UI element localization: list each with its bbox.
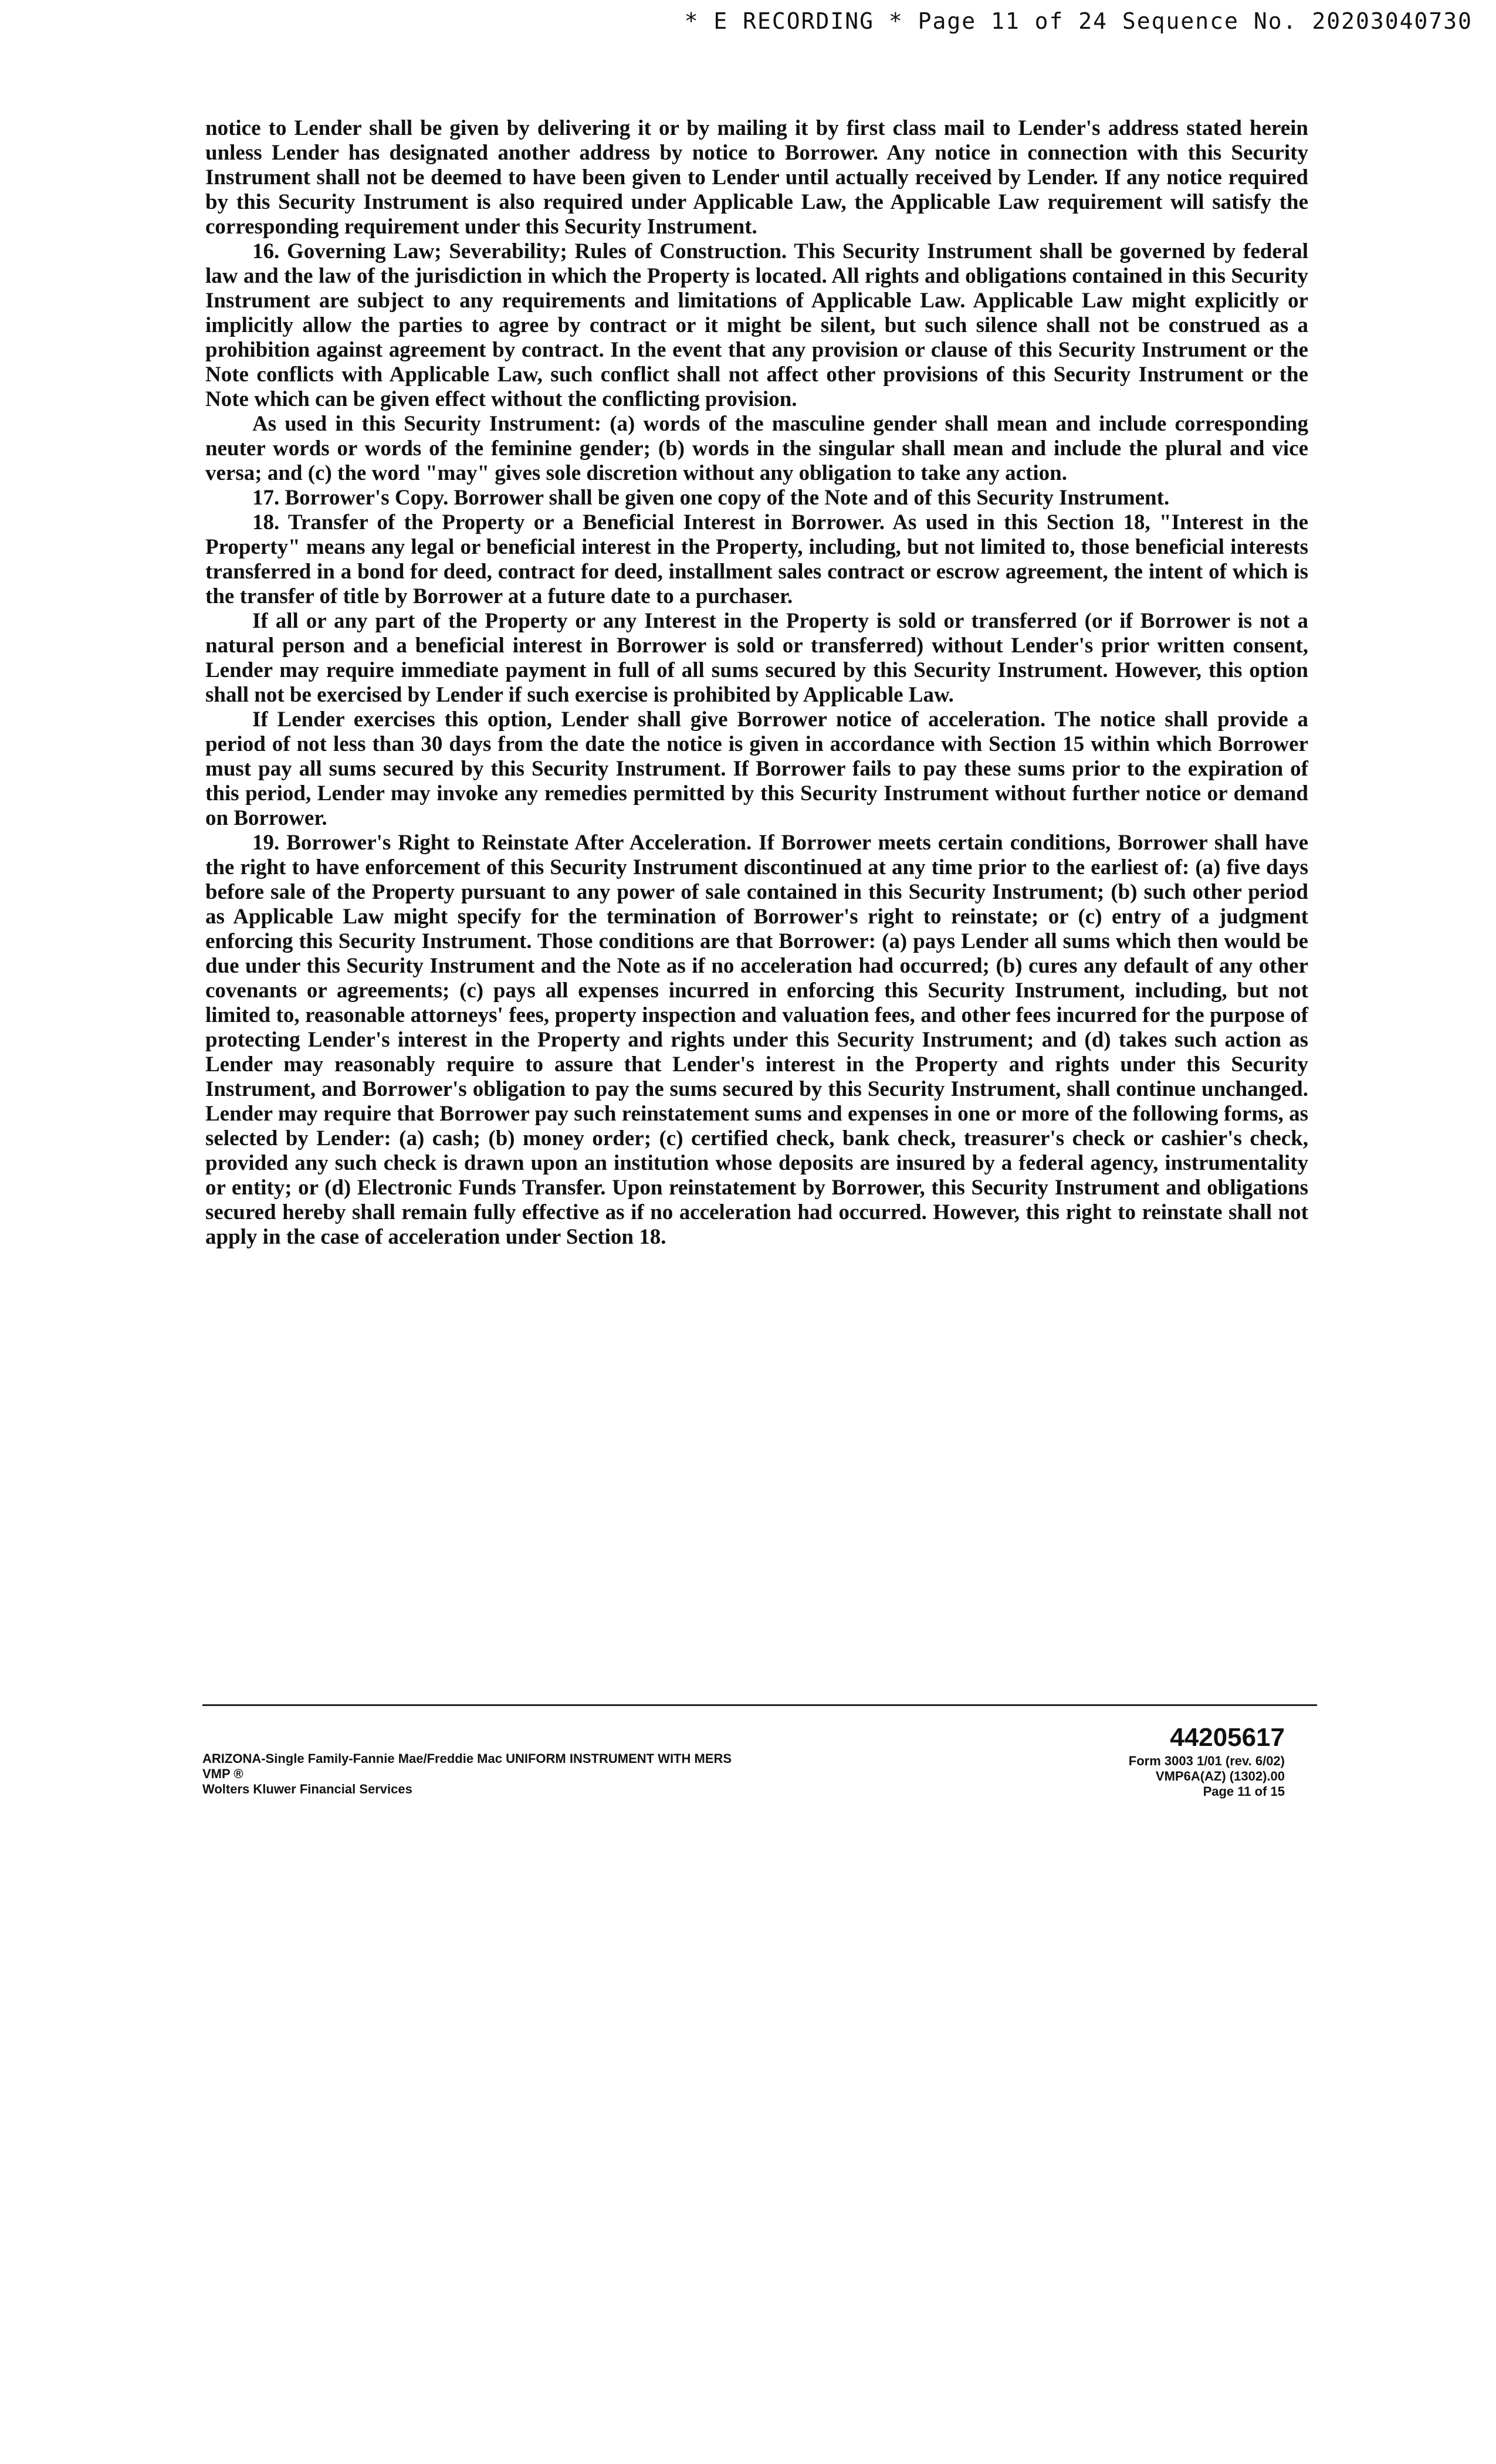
paragraph-section-18: 18. Transfer of the Property or a Beneficial Interest in Borrower. As used in this Section 18, "Interest in the Property" means any legal or beneficial interest in the Property, including, but not limited to, those beneficial interests transferred in a bond for deed, contract for deed, installment sales contract or escrow agreement, the intent of which is the transfer of title by Borrower at a future date to a purchaser. (205, 510, 1308, 608)
footer-form-title: ARIZONA-Single Family-Fannie Mae/Freddie Mac UNIFORM INSTRUMENT WITH MERS (202, 1751, 732, 1766)
form-number: Form 3003 1/01 (rev. 6/02) (1128, 1754, 1285, 1768)
paragraph-section-17: 17. Borrower's Copy. Borrower shall be given one copy of the Note and of this Security Instrument. (252, 486, 1170, 510)
footer-divider (202, 1704, 1317, 1706)
paragraph-section-19: 19. Borrower's Right to Reinstate After Acceleration. If Borrower meets certain conditions, Borrower shall have the right to have enforcement of this Security Instrument discontinued at any time prior to the earliest of: (a) five days before sale of the Property pursuant to any power of sale contained in this Security Instrument; (b) such other period as Applicable Law might specify for the termination of Borrower's right to reinstate; or (c) entry of a judgment enforcing this Security Instrument. Those conditions are that Borrower: (a) pays Lender all sums which then would be due under this Security Instrument and the Note as if no acceleration had occurred; (b) cures any default of any other covenants or agreements; (c) pays all expenses incurred in enforcing this Security Instrument, including, but not limited to, reasonable attorneys' fees, property inspection and valuation fees, and other fees incurred for the purpose of protecting Lender's interest in the Property and rights under this Security Instrument; and (d) takes such action as Lender may reasonably require to assure that Lender's interest in the Property and rights under this Security Instrument, and Borrower's obligation to pay the sums secured by this Security Instrument, shall continue unchanged. Lender may require that Borrower pay such reinstatement sums and expenses in one or more of the following forms, as selected by Lender: (a) cash; (b) money order; (c) certified check, bank check, treasurer's check or cashier's check, provided any such check is drawn upon an institution whose deposits are insured by a federal agency, instrumentality or entity; or (d) Electronic Funds Transfer. Upon reinstatement by Borrower, this Security Instrument and obligations secured hereby shall remain fully effective as if no acceleration had occurred. However, this right to reinstate shall not apply in the case of acceleration under Section 18. (205, 831, 1308, 1249)
document-body (205, 116, 1308, 1250)
footer-form-info (202, 1751, 732, 1797)
page-number: Page 11 of 15 (1203, 1784, 1285, 1799)
document-number: 44205617 (1170, 1723, 1285, 1752)
recording-header: * E RECORDING * Page 11 of 24 Sequence No. 20203040730 (684, 8, 1473, 34)
footer-vmp-mark: VMP ® (202, 1766, 243, 1781)
footer-publisher: Wolters Kluwer Financial Services (202, 1782, 412, 1796)
paragraph-section-18-transfer: If all or any part of the Property or any Interest in the Property is sold or transferred (or if Borrower is not a natural person and a beneficial interest in Borrower is sold or transferred) without Lender's prior written consent, Lender may require immediate payment in full of all sums secured by this Security Instrument. However, this option shall not be exercised by Lender if such exercise is prohibited by Applicable Law. (205, 609, 1308, 707)
vmp-code: VMP6A(AZ) (1302).00 (1155, 1769, 1285, 1783)
paragraph-section-16: 16. Governing Law; Severability; Rules of Construction. This Security Instrument shall be governed by federal law and the law of the jurisdiction in which the Property is located. All rights and obligations contained in this Security Instrument are subject to any requirements and limitations of Applicable Law. Applicable Law might explicitly or implicitly allow the parties to agree by contract or it might be silent, but such silence shall not be construed as a prohibition against agreement by contract. In the event that any provision or clause of this Security Instrument or the Note conflicts with Applicable Law, such conflict shall not affect other provisions of this Security Instrument or the Note which can be given effect without the conflicting provision. (205, 239, 1308, 411)
paragraph-section-16-definitions: As used in this Security Instrument: (a) words of the masculine gender shall mean and include corresponding neuter words or words of the feminine gender; (b) words in the singular shall mean and include the plural and vice versa; and (c) the word "may" gives sole discretion without any obligation to take any action. (205, 412, 1308, 485)
paragraph-notice-continuation: notice to Lender shall be given by delivering it or by mailing it by first class mail to Lender's address stated herein unless Lender has designated another address by notice to Borrower. Any notice in connection with this Security Instrument shall not be deemed to have been given to Lender until actually received by Lender. If any notice required by this Security Instrument is also required under Applicable Law, the Applicable Law requirement will satisfy the corresponding requirement under this Security Instrument. (205, 116, 1308, 239)
paragraph-section-18-acceleration: If Lender exercises this option, Lender shall give Borrower notice of acceleration. The notice shall provide a period of not less than 30 days from the date the notice is given in accordance with Section 15 within which Borrower must pay all sums secured by this Security Instrument. If Borrower fails to pay these sums prior to the expiration of this period, Lender may invoke any remedies permitted by this Security Instrument without further notice or demand on Borrower. (205, 708, 1308, 830)
footer-doc-info (1129, 1722, 1285, 1799)
